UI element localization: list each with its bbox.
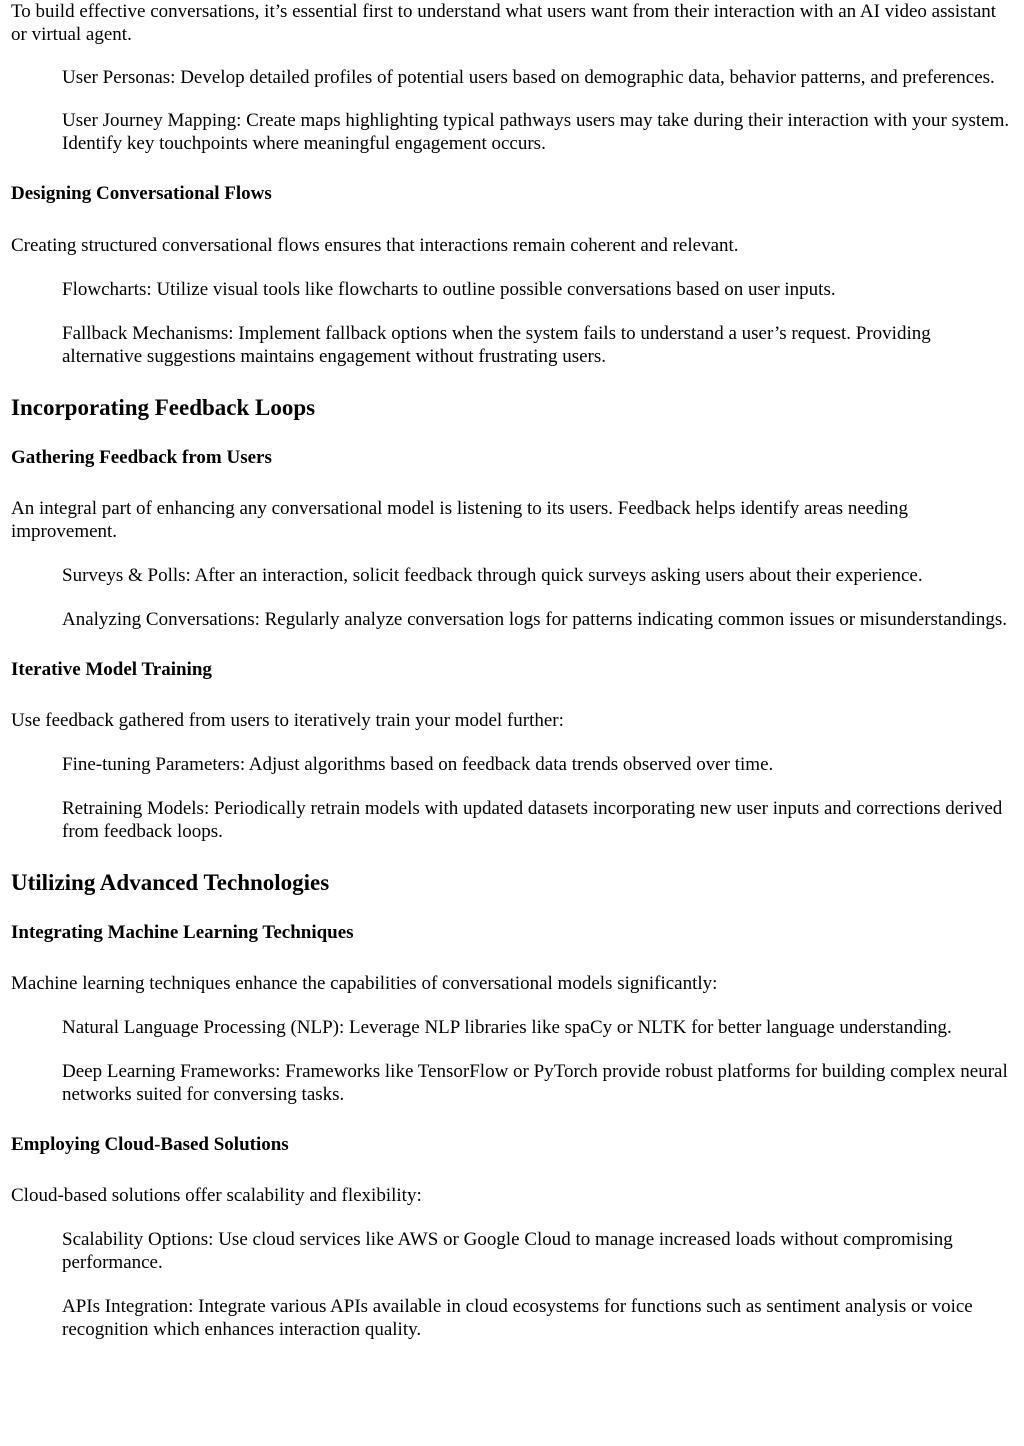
document-body (11, 0, 1011, 1341)
section-heading: Integrating Machine Learning Techniques (11, 922, 354, 943)
section-paragraph: Cloud-based solutions offer scalability and flexibility: (11, 1185, 422, 1206)
blockquote-item: Fine-tuning Parameters: Adjust algorithms based on feedback data trends observed over time. (62, 754, 774, 775)
blockquote-item: Scalability Options: Use cloud services like AWS or Google Cloud to manage increased loads without compromising performance. (62, 1229, 953, 1273)
blockquote-item: Surveys & Polls: After an interaction, solicit feedback through quick surveys asking users about their experience. (62, 565, 923, 586)
blockquote-item: Natural Language Processing (NLP): Leverage NLP libraries like spaCy or NLTK for better language understanding. (62, 1017, 952, 1038)
major-heading: Incorporating Feedback Loops (11, 395, 316, 420)
blockquote-item: Retraining Models: Periodically retrain models with updated datasets incorporating new user inputs and corrections derived from feedback loops. (62, 798, 1003, 842)
section-paragraph: Machine learning techniques enhance the capabilities of conversational models significantly: (11, 973, 718, 994)
section-heading: Designing Conversational Flows (11, 183, 272, 204)
blockquote-item: Flowcharts: Utilize visual tools like flowcharts to outline possible conversations based on user inputs. (62, 279, 836, 300)
major-heading: Utilizing Advanced Technologies (11, 870, 330, 895)
section-heading: Iterative Model Training (11, 659, 212, 680)
section-heading: Employing Cloud-Based Solutions (11, 1134, 289, 1155)
blockquote-item: User Journey Mapping: Create maps highlighting typical pathways users may take during their interaction with your system. Identify key touchpoints where meaningful engagement occurs. (62, 110, 1010, 154)
blockquote-item: APIs Integration: Integrate various APIs available in cloud ecosystems for functions such as sentiment analysis or voice recognition which enhances interaction quality. (62, 1296, 973, 1340)
section-heading: Gathering Feedback from Users (11, 447, 272, 468)
section-paragraph: Creating structured conversational flows ensures that interactions remain coherent and relevant. (11, 235, 739, 256)
blockquote-item: Deep Learning Frameworks: Frameworks like TensorFlow or PyTorch provide robust platforms for building complex neural networks suited for conversing tasks. (62, 1061, 1008, 1105)
blockquote-item: User Personas: Develop detailed profiles of potential users based on demographic data, behavior patterns, and preferences. (62, 67, 995, 88)
section-paragraph: An integral part of enhancing any conversational model is listening to its users. Feedback helps identify areas needing improvement. (11, 498, 908, 542)
blockquote-item: Analyzing Conversations: Regularly analyze conversation logs for patterns indicating common issues or misunderstandings. (62, 609, 1008, 630)
section-paragraph: Use feedback gathered from users to iteratively train your model further: (11, 710, 564, 731)
intro-paragraph: To build effective conversations, it’s essential first to understand what users want from their interaction with an AI video assistant or virtual agent. (11, 1, 997, 45)
blockquote-item: Fallback Mechanisms: Implement fallback options when the system fails to understand a user’s request. Providing alternative suggestions maintains engagement without frustrating users. (62, 323, 931, 367)
